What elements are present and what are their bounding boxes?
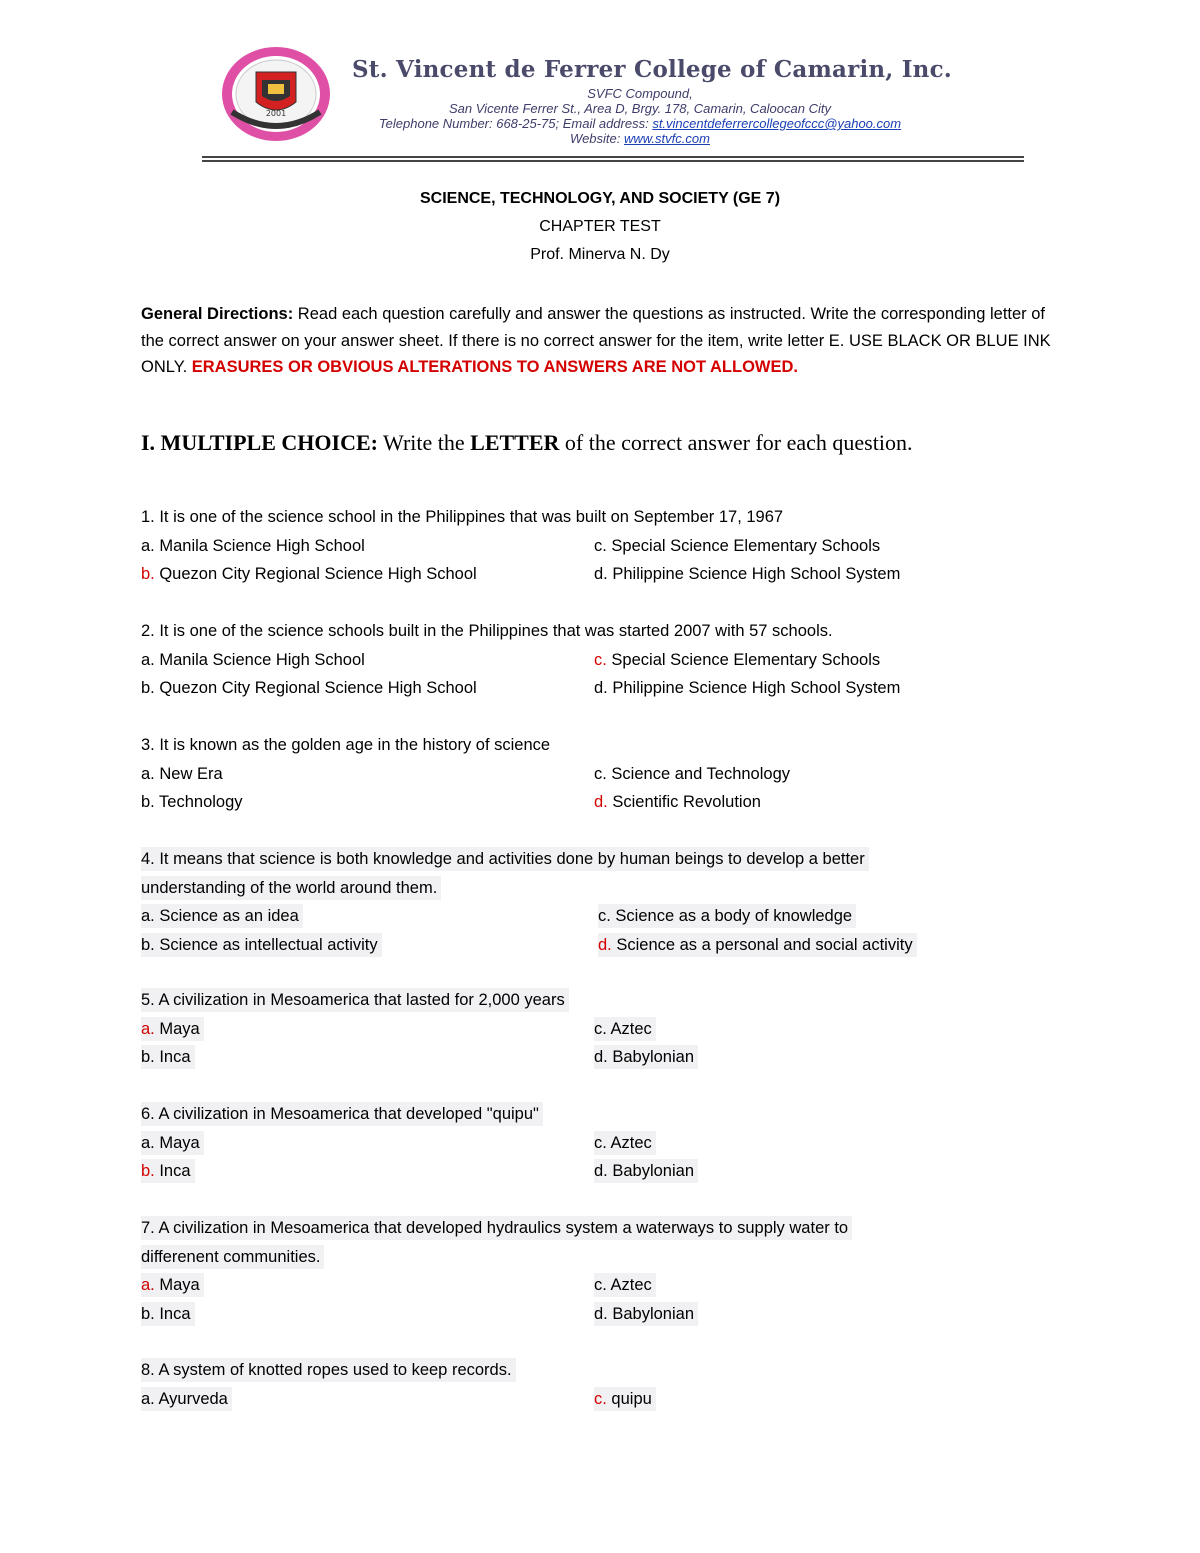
question-text-continued: understanding of the world around them. [141,878,438,897]
option-letter: a. [141,1019,155,1038]
option-letter: c. [594,650,607,669]
option-letter: a. [141,1276,155,1294]
option-letter: c. [594,1389,607,1408]
option-text: Science as an idea [154,907,299,925]
option-letter: b. [141,793,155,811]
option-letter: d. [594,793,608,811]
option-text: Technology [154,793,243,811]
answer-option [141,762,223,786]
option-text: Maya [154,1019,200,1038]
option-text: Inca [154,1162,191,1180]
answer-option [594,762,790,786]
option-letter: b. [141,1162,155,1180]
compound-line: SVFC Compound, [587,86,693,101]
question-text-continued: differenent communities. [141,1247,321,1266]
option-letter: a. [141,907,155,925]
option-text: Aztec [606,1133,652,1152]
option-text: Quezon City Regional Science High School [154,565,477,583]
email-link[interactable]: st.vincentdeferrercollegeofccc@yahoo.com [652,116,902,131]
option-text: Babylonian [607,1048,694,1066]
option-letter: b. [141,1304,155,1323]
answer-option [141,534,365,558]
website-link[interactable]: www.stvfc.com [623,131,710,146]
professor-name: Prof. Minerva N. Dy [530,246,670,263]
question-stem [141,1358,516,1382]
option-text: Science as a personal and social activity [611,935,913,954]
answer-option [141,1131,204,1155]
answer-option [594,1045,698,1069]
question-stem [141,988,569,1012]
section-label: I. MULTIPLE CHOICE: [141,430,378,455]
option-letter: b. [141,935,155,954]
answer-option [594,562,900,586]
option-text: Manila Science High School [154,650,365,669]
option-text: Special Science Elementary Schools [606,650,881,669]
option-letter: b. [141,565,155,583]
section-text-1: Write the [377,430,471,455]
answer-option [141,933,382,957]
directions-text: Read each question carefully and answer the questions as instructed. Write the corresponding letter of the correct answer on your answer sheet. If there is no correct answer for the item, write letter E. USE BLACK OR BLUE INK ONLY. [141,305,1051,376]
header-divider-top [202,156,1024,158]
directions-label: General Directions: [141,305,294,323]
section-letter: LETTER [470,430,560,455]
answer-option [141,790,243,814]
option-letter: b. [141,1048,155,1066]
option-text: Inca [154,1304,191,1323]
college-seal-logo [218,44,334,144]
question-text: It is known as the golden age in the history of science [154,736,551,754]
question-stem [141,1102,543,1126]
option-letter: d. [594,1304,608,1323]
question-number: 3. [141,736,155,754]
directions-warning: ERASURES OR OBVIOUS ALTERATIONS TO ANSWERS ARE NOT ALLOWED. [191,358,798,376]
answer-option [594,676,900,700]
option-text: Aztec [606,1019,652,1038]
option-letter: a. [141,764,155,783]
option-text: Science as intellectual activity [154,935,378,954]
answer-option [141,1159,195,1183]
header-divider-bottom [202,160,1024,162]
answer-option [141,562,477,586]
option-letter: a. [141,650,155,669]
question-text: A civilization in Mesoamerica that lasted for 2,000 years [154,991,565,1009]
option-letter: c. [598,907,611,925]
answer-option [594,1302,698,1326]
option-text: Manila Science High School [154,536,365,555]
answer-option [141,1302,195,1326]
question-text: A civilization in Mesoamerica that developed "quipu" [154,1105,539,1123]
question-stem-continued [141,876,441,900]
option-text: Quezon City Regional Science High School [154,679,477,697]
answer-option [141,1273,204,1297]
option-text: Maya [154,1276,200,1294]
answer-option [598,904,856,928]
question-number: 4. [141,850,155,868]
question-number: 8. [141,1361,155,1379]
option-letter: a. [141,1133,155,1152]
contact-line [330,116,950,132]
answer-option [594,1273,656,1297]
question-stem [141,733,550,757]
option-letter: d. [594,679,608,697]
question-number: 1. [141,508,155,526]
option-text: Special Science Elementary Schools [606,536,881,555]
test-title: CHAPTER TEST [539,218,661,235]
option-text: Philippine Science High School System [607,679,901,697]
question-text: It is one of the science schools built in the Philippines that was started 2007 with 57 schools. [154,622,833,640]
answer-option [598,933,917,957]
question-text: It means that science is both knowledge and activities done by human beings to develop a better [154,850,865,868]
question-text: A civilization in Mesoamerica that developed hydraulics system a waterways to supply water to [154,1219,849,1237]
option-text: quipu [606,1389,652,1408]
answer-option [141,1017,204,1041]
school-name: St. Vincent de Ferrer College of Camarin, Inc. [352,56,953,83]
option-letter: d. [594,1162,608,1180]
option-text: Maya [154,1133,200,1152]
answer-option [594,1131,656,1155]
option-text: Babylonian [607,1162,694,1180]
option-letter: b. [141,679,155,697]
answer-option [594,790,761,814]
option-text: Aztec [606,1276,652,1294]
option-text: Science as a body of knowledge [610,907,853,925]
answer-option [594,1159,698,1183]
option-letter: c. [594,764,607,783]
answer-option [594,1387,656,1411]
answer-option [141,648,365,672]
option-text: Science and Technology [606,764,791,783]
question-stem-continued [141,1245,324,1269]
option-text: Ayurveda [154,1389,228,1408]
question-text: It is one of the science school in the Philippines that was built on September 17, 1967 [154,508,784,526]
course-title: SCIENCE, TECHNOLOGY, AND SOCIETY (GE 7) [419,190,781,207]
section-heading [141,430,912,456]
option-text: Scientific Revolution [607,793,761,811]
option-text: Babylonian [607,1304,694,1323]
website-line [330,131,950,147]
option-text: Philippine Science High School System [607,565,901,583]
phone-label: Telephone Number: 668-25-75; Email address: [378,116,653,131]
option-letter: c. [594,1133,607,1152]
question-stem [141,505,783,529]
option-letter: d. [598,935,612,954]
question-stem [141,1216,852,1240]
question-number: 2. [141,622,155,640]
option-letter: c. [594,1019,607,1038]
option-letter: c. [594,536,607,555]
answer-option [594,534,880,558]
answer-option [594,1017,656,1041]
option-letter: d. [594,565,608,583]
street-address: San Vicente Ferrer St., Area D, Brgy. 178, Camarin, Caloocan City [449,101,831,116]
answer-option [594,648,880,672]
option-text: New Era [154,764,223,783]
option-letter: c. [594,1276,607,1294]
general-directions [141,301,1071,381]
question-text: A system of knotted ropes used to keep records. [154,1361,512,1379]
answer-option [141,1387,232,1411]
option-text: Inca [154,1048,191,1066]
question-number: 7. [141,1219,155,1237]
question-stem [141,847,869,871]
website-label: Website: [570,131,624,146]
question-number: 6. [141,1105,155,1123]
question-number: 5. [141,991,155,1009]
option-letter: a. [141,536,155,555]
option-letter: d. [594,1048,608,1066]
answer-option [141,904,303,928]
answer-option [141,1045,195,1069]
answer-option [141,676,477,700]
svg-text:2001: 2001 [265,109,287,118]
section-text-2: of the correct answer for each question. [559,430,913,455]
question-stem [141,619,833,643]
option-letter: a. [141,1389,155,1408]
